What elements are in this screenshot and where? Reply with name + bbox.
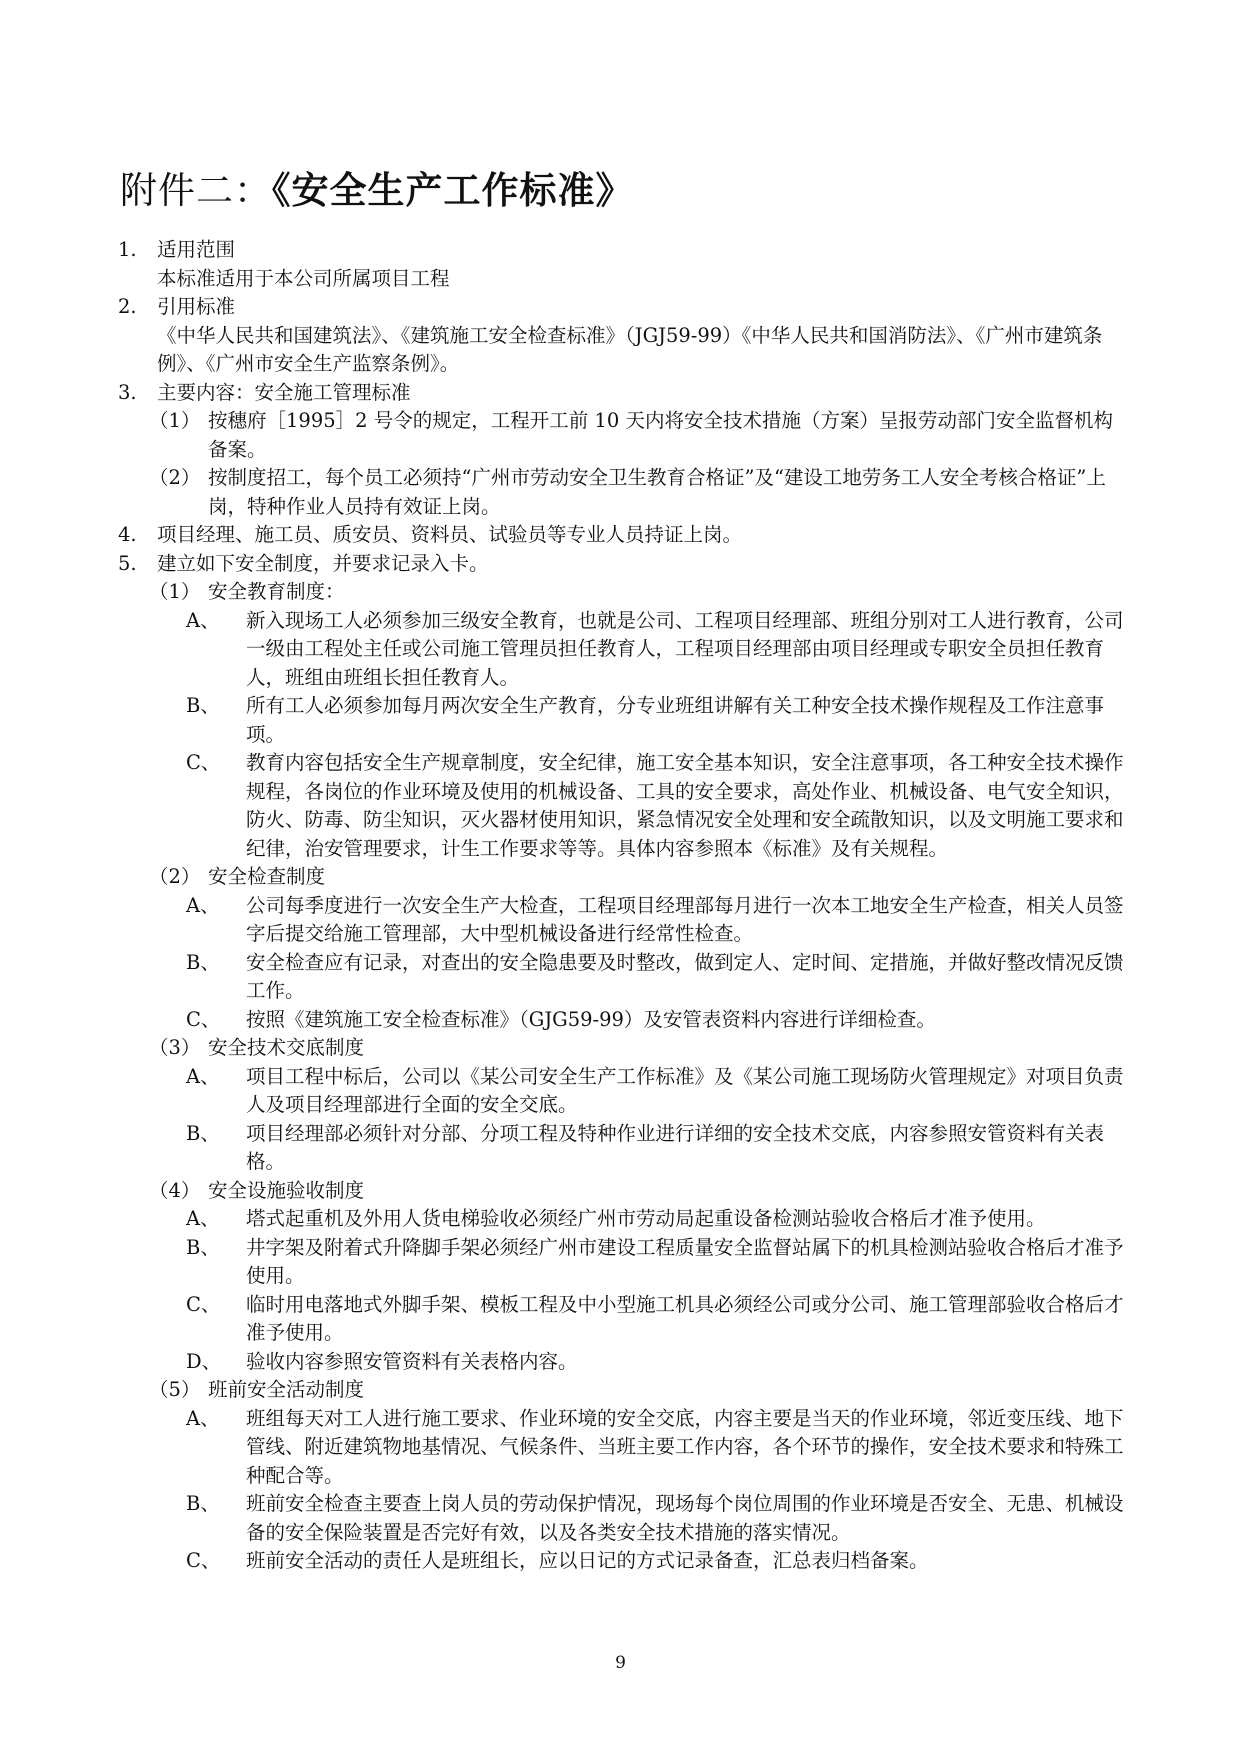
subsection-number: （2） xyxy=(149,865,201,888)
list-item xyxy=(118,464,1128,521)
list-item xyxy=(118,1120,1128,1177)
subsection-number: （5） xyxy=(149,1378,201,1401)
section-title: 适用范围 xyxy=(157,238,236,261)
item-letter: A、 xyxy=(186,608,220,632)
list-item xyxy=(118,1063,1128,1120)
item-letter: A、 xyxy=(186,1207,220,1230)
item-letter: B、 xyxy=(186,1121,220,1145)
title-main: 《安全生产工作标准》 xyxy=(272,168,634,212)
item-number: （2） xyxy=(149,466,201,489)
list-item xyxy=(118,1205,1128,1234)
section-2-paragraph: 《中华人民共和国建筑法》、《建筑施工安全检查标准》（JGJ59-99）《中华人民共和国消防法》、《广州市建筑条例》、《广州市安全生产监察条例》。 xyxy=(157,323,1103,375)
section-1-heading xyxy=(118,236,1128,265)
item-letter: B、 xyxy=(186,1492,220,1515)
item-text: 项目经理部必须针对分部、分项工程及特种作业进行详细的安全技术交底，内容参照安管资料有关表格。 xyxy=(246,1121,1105,1173)
page-title xyxy=(120,160,634,214)
list-item xyxy=(118,949,1128,1006)
section-number: 3. xyxy=(118,380,137,404)
list-item xyxy=(118,1547,1128,1576)
list-item xyxy=(118,692,1128,749)
section-title: 建立如下安全制度，并要求记录入卡。 xyxy=(157,551,489,575)
item-text: 塔式起重机及外用人货电梯验收必须经广州市劳动局起重设备检测站验收合格后才准予使用。 xyxy=(246,1207,1046,1230)
section-3-heading xyxy=(118,379,1128,408)
item-text: 班组每天对工人进行施工要求、作业环境的安全交底，内容主要是当天的作业环境，邻近变压线、地下管线、附近建筑物地基情况、气候条件、当班主要工作内容，各个环节的操作，安全技术要求和特殊工种配合等。 xyxy=(246,1406,1124,1487)
subsection-heading xyxy=(118,1034,1128,1063)
item-text: 教育内容包括安全生产规章制度，安全纪律，施工安全基本知识，安全注意事项，各工种安全技术操作规程，各岗位的作业环境及使用的机械设备、工具的安全要求，高处作业、机械设备、电气安全知识，防火、防毒、防尘知识，灭火器材使用知识，紧急情况安全处理和安全疏散知识，以及文明施工要求和纪律，治安管理要求，计生工作要求等等。具体内容参照本《标准》及有关规程。 xyxy=(246,751,1124,860)
item-letter: A、 xyxy=(186,893,220,917)
list-item xyxy=(118,749,1128,863)
item-letter: C、 xyxy=(186,1007,221,1031)
section-5-heading xyxy=(118,550,1128,579)
item-number: （1） xyxy=(149,409,201,432)
item-letter: D、 xyxy=(186,1349,222,1373)
subsection-heading xyxy=(118,1376,1128,1405)
page-number: 9 xyxy=(615,1653,626,1673)
section-title: 主要内容：安全施工管理标准 xyxy=(157,380,411,404)
section-number: 1. xyxy=(118,238,137,261)
subsection-heading xyxy=(118,578,1128,607)
section-title: 引用标准 xyxy=(157,295,236,318)
item-letter: B、 xyxy=(186,694,220,717)
section-title: 项目经理、施工员、质安员、资料员、试验员等专业人员持证上岗。 xyxy=(157,523,743,546)
item-letter: C、 xyxy=(186,751,221,774)
section-number: 4. xyxy=(118,523,137,546)
subsection-title: 安全教育制度： xyxy=(208,580,345,603)
subsection-heading xyxy=(118,1177,1128,1206)
item-letter: C、 xyxy=(186,1292,221,1316)
item-text: 井字架及附着式升降脚手架必须经广州市建设工程质量安全监督站属下的机具检测站验收合格后才准予使用。 xyxy=(246,1235,1124,1287)
section-number: 2. xyxy=(118,295,137,318)
section-2-heading xyxy=(118,293,1128,322)
list-item xyxy=(118,1006,1128,1035)
item-text: 按穗府［1995］2 号令的规定，工程开工前 10 天内将安全技术措施（方案）呈报劳动部门安全监督机构备案。 xyxy=(208,409,1113,461)
subsection-number: （1） xyxy=(149,580,201,603)
subsection-heading xyxy=(118,863,1128,892)
item-letter: C、 xyxy=(186,1549,221,1572)
list-item xyxy=(118,607,1128,693)
list-item xyxy=(118,1234,1128,1291)
subsection-number: （3） xyxy=(149,1036,201,1059)
list-item xyxy=(118,892,1128,949)
item-letter: A、 xyxy=(186,1064,220,1088)
item-text: 班前安全活动的责任人是班组长，应以日记的方式记录备查，汇总表归档备案。 xyxy=(246,1549,929,1572)
section-4-heading xyxy=(118,521,1128,550)
list-item xyxy=(118,1490,1128,1547)
item-letter: A、 xyxy=(186,1406,220,1430)
item-text: 公司每季度进行一次安全生产大检查，工程项目经理部每月进行一次本工地安全生产检查，相关人员签字后提交给施工管理部，大中型机械设备进行经常性检查。 xyxy=(246,893,1124,945)
item-text: 班前安全检查主要查上岗人员的劳动保护情况，现场每个岗位周围的作业环境是否安全、无患、机械设备的安全保险装置是否完好有效，以及各类安全技术措施的落实情况。 xyxy=(246,1492,1124,1544)
subsection-number: （4） xyxy=(149,1178,201,1202)
item-text: 项目工程中标后，公司以《某公司安全生产工作标准》及《某公司施工现场防火管理规定》对项目负责人及项目经理部进行全面的安全交底。 xyxy=(246,1064,1124,1116)
item-text: 按制度招工，每个员工必须持“广州市劳动安全卫生教育合格证”及“建设工地劳务工人安全考核合格证”上岗，特种作业人员持有效证上岗。 xyxy=(208,466,1106,518)
item-text: 安全检查应有记录，对查出的安全隐患要及时整改，做到定人、定时间、定措施，并做好整改情况反馈工作。 xyxy=(246,950,1124,1002)
list-item xyxy=(118,1348,1128,1377)
section-number: 5. xyxy=(118,551,137,575)
subsection-title: 安全检查制度 xyxy=(208,865,326,888)
list-item xyxy=(118,407,1128,464)
item-letter: B、 xyxy=(186,950,220,974)
list-item xyxy=(118,1405,1128,1491)
item-text: 按照《建筑施工安全检查标准》（GJG59-99）及安管表资料内容进行详细检查。 xyxy=(246,1007,936,1031)
section-1-paragraph: 本标准适用于本公司所属项目工程 xyxy=(157,266,450,290)
subsection-title: 班前安全活动制度 xyxy=(208,1378,365,1401)
item-text: 所有工人必须参加每月两次安全生产教育，分专业班组讲解有关工种安全技术操作规程及工作注意事项。 xyxy=(246,694,1105,746)
document-body xyxy=(118,236,1128,1576)
item-text: 新入现场工人必须参加三级安全教育，也就是公司、工程项目经理部、班组分别对工人进行教育，公司一级由工程处主任或公司施工管理员担任教育人，工程项目经理部由项目经理或专职安全员担任教育人，班组由班组长担任教育人。 xyxy=(246,608,1124,689)
list-item xyxy=(118,1291,1128,1348)
subsection-title: 安全技术交底制度 xyxy=(208,1036,365,1059)
subsection-title: 安全设施验收制度 xyxy=(208,1178,365,1202)
title-prefix: 附件二： xyxy=(120,169,272,212)
item-text: 验收内容参照安管资料有关表格内容。 xyxy=(246,1349,578,1373)
item-letter: B、 xyxy=(186,1235,220,1259)
item-text: 临时用电落地式外脚手架、模板工程及中小型施工机具必须经公司或分公司、施工管理部验收合格后才准予使用。 xyxy=(246,1292,1124,1344)
